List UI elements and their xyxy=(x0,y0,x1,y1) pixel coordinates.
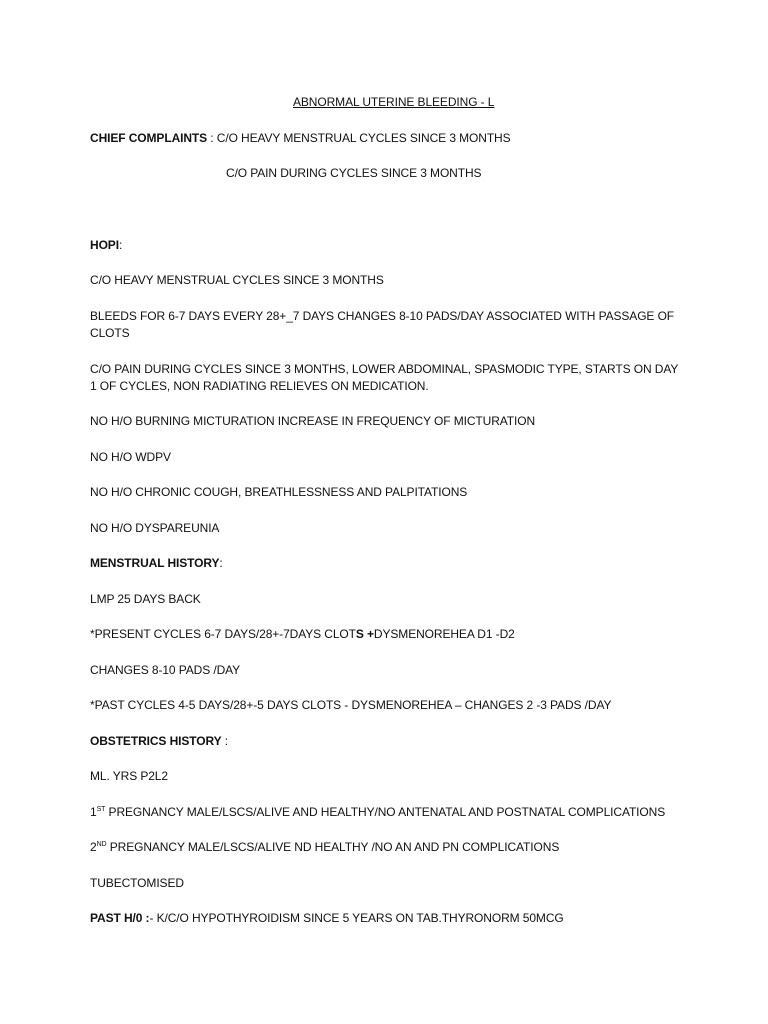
chief-complaints-line xyxy=(90,130,511,147)
tubectomised-line: TUBECTOMISED xyxy=(90,876,184,890)
hopi-item: BLEEDS FOR 6-7 DAYS EVERY 28+_7 DAYS CHANGES 8-10 PADS/DAY ASSOCIATED WITH PASSAGE OF CLOTS xyxy=(90,309,675,340)
hopi-item: C/O PAIN DURING CYCLES SINCE 3 MONTHS, LOWER ABDOMINAL, SPASMODIC TYPE, STARTS ON DAY 1 OF CYCLES, NON RADIATING RELIEVES ON MEDICATION. xyxy=(90,362,679,393)
obstetrics-history-heading-line xyxy=(90,733,228,750)
present-cycles-dysmenorrhea: DYSMENOREHEA D1 -D2 xyxy=(373,627,515,641)
hopi-item: C/O HEAVY MENSTRUAL CYCLES SINCE 3 MONTHS xyxy=(90,273,384,287)
hopi-item: NO H/O WDPV xyxy=(90,450,171,464)
hopi-heading: HOPI xyxy=(90,238,119,252)
menstrual-history-colon: : xyxy=(219,556,223,570)
present-cycles-bold: S + xyxy=(355,627,374,641)
pregnancy-1-ordinal: ST xyxy=(96,806,106,813)
obstetrics-history-heading: OBSTETRICS HISTORY xyxy=(90,734,222,748)
pregnancy-1-number: 1 xyxy=(90,805,97,819)
pregnancy-1-line xyxy=(90,804,665,821)
pads-changes-line: CHANGES 8-10 PADS /DAY xyxy=(90,663,241,677)
pregnancy-2-line xyxy=(90,839,559,856)
chief-complaints-heading: CHIEF COMPLAINTS xyxy=(90,131,208,145)
chief-complaint-2: C/O PAIN DURING CYCLES SINCE 3 MONTHS xyxy=(226,166,482,180)
lmp-line: LMP 25 DAYS BACK xyxy=(90,592,201,606)
hopi-item: NO H/O BURNING MICTURATION INCREASE IN FREQUENCY OF MICTURATION xyxy=(90,414,536,428)
hopi-item: NO H/O CHRONIC COUGH, BREATHLESSNESS AND PALPITATIONS xyxy=(90,485,468,499)
present-cycles-text: *PRESENT CYCLES 6-7 DAYS/28+-7DAYS CLOT xyxy=(90,627,356,641)
past-cycles-line: *PAST CYCLES 4-5 DAYS/28+-5 DAYS CLOTS - DYSMENOREHEA – CHANGES 2 -3 PADS /DAY xyxy=(90,698,612,712)
menstrual-history-heading: MENSTRUAL HISTORY xyxy=(90,556,220,570)
pregnancy-2-text: PREGNANCY MALE/LSCS/ALIVE ND HEALTHY /NO AN AND PN COMPLICATIONS xyxy=(106,840,560,854)
obstetrics-history-colon: : xyxy=(221,734,229,748)
pregnancy-2-ordinal: ND xyxy=(96,841,107,848)
hopi-heading-line xyxy=(90,237,122,254)
past-history-heading: PAST H/0 : xyxy=(90,911,150,925)
present-cycles-line xyxy=(90,626,515,643)
pregnancy-2-number: 2 xyxy=(90,840,97,854)
ml-line: ML. YRS P2L2 xyxy=(90,769,168,783)
pregnancy-1-text: PREGNANCY MALE/LSCS/ALIVE AND HEALTHY/NO ANTENATAL AND POSTNATAL COMPLICATIONS xyxy=(105,805,666,819)
hopi-item: NO H/O DYSPAREUNIA xyxy=(90,521,220,535)
hopi-colon: : xyxy=(118,238,123,252)
past-history-text: - K/C/O HYPOTHYROIDISM SINCE 5 YEARS ON TAB.THYRONORM 50MCG xyxy=(149,911,564,925)
past-history-line xyxy=(90,910,564,927)
chief-complaint-1: : C/O HEAVY MENSTRUAL CYCLES SINCE 3 MONTHS xyxy=(207,131,511,145)
document-title: ABNORMAL UTERINE BLEEDING - L xyxy=(293,95,495,109)
menstrual-history-heading-line xyxy=(90,555,223,572)
